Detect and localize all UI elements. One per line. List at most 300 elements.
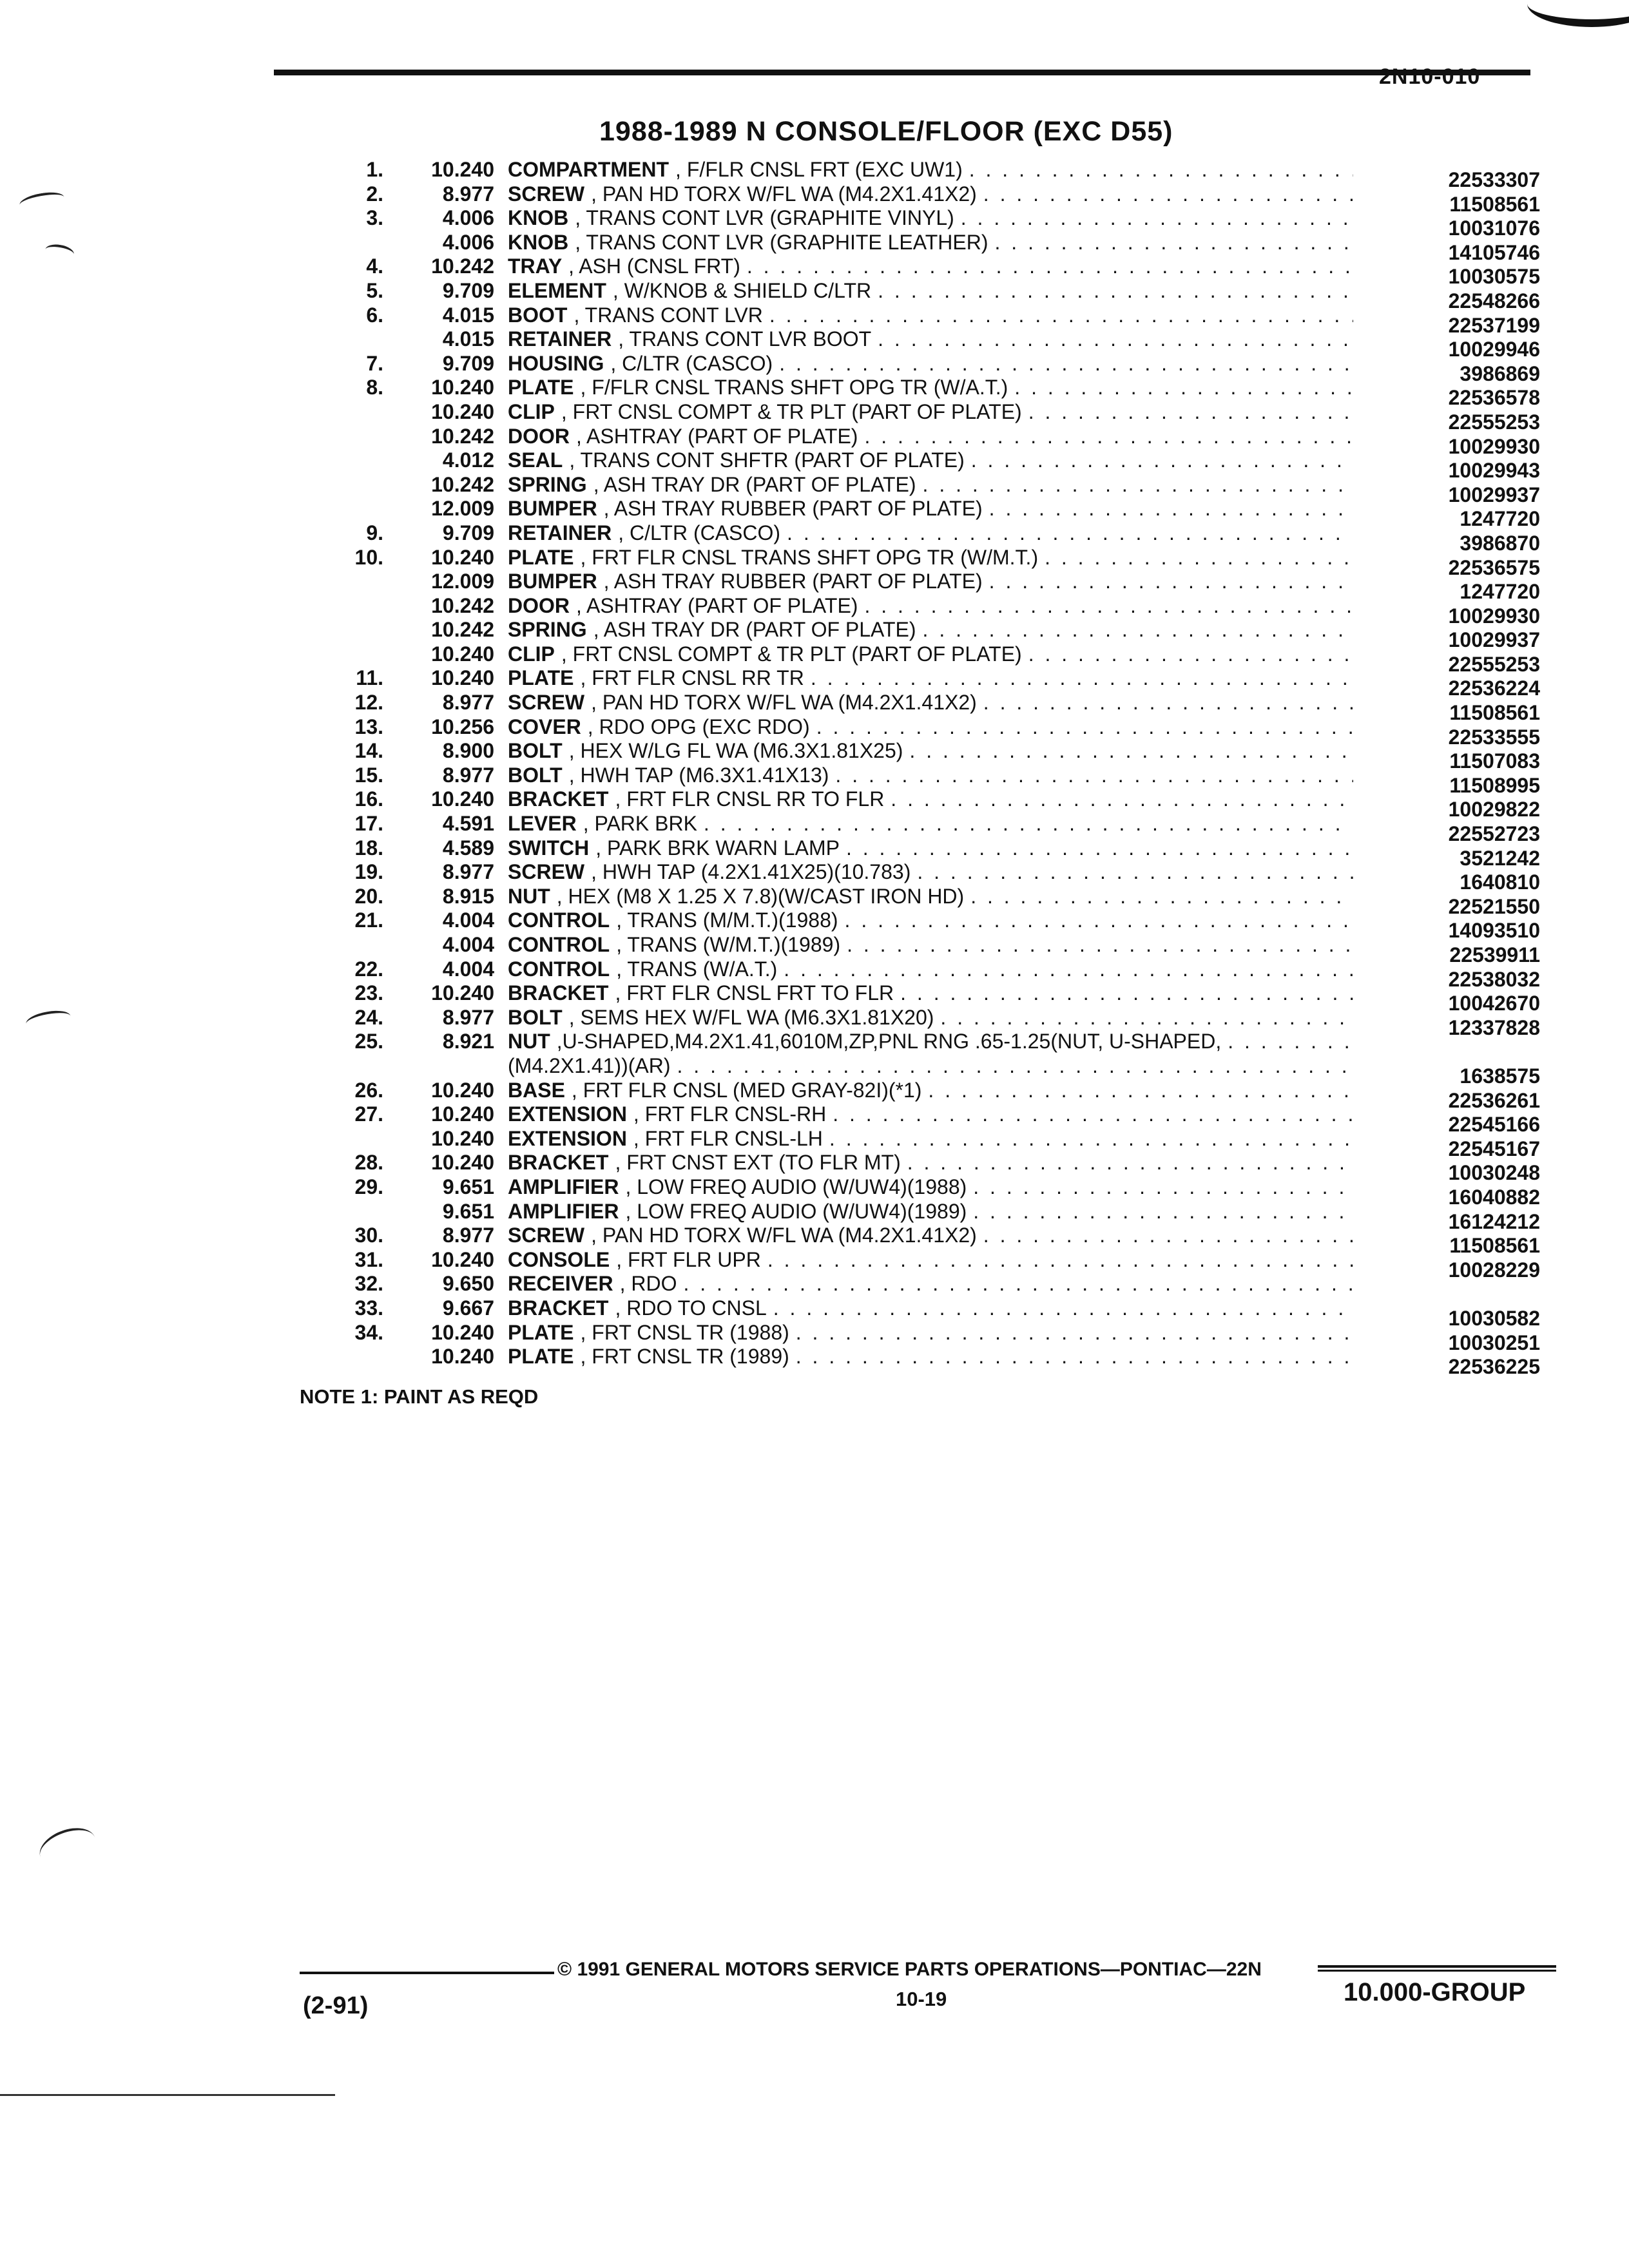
item-number: 2. bbox=[366, 182, 383, 206]
date-code: (2-91) bbox=[303, 1992, 369, 2019]
part-number: 22545166 bbox=[1448, 1113, 1540, 1137]
group-number: 4.015 bbox=[442, 327, 494, 351]
item-number: 33. bbox=[354, 1296, 383, 1320]
part-detail: , HWH TAP (M6.3X1.41X13) bbox=[568, 763, 829, 787]
part-description bbox=[508, 255, 1353, 279]
part-row bbox=[335, 182, 1547, 216]
part-description bbox=[508, 376, 1353, 400]
dot-leader bbox=[780, 521, 1353, 546]
group-number: 10.240 bbox=[431, 642, 494, 666]
group-number: 8.915 bbox=[442, 884, 494, 908]
dot-leader bbox=[884, 787, 1353, 812]
item-number: 29. bbox=[354, 1175, 383, 1198]
part-row bbox=[335, 957, 1547, 991]
part-name: BUMPER bbox=[508, 497, 597, 521]
item-number: 14. bbox=[354, 739, 383, 763]
dot-leader bbox=[954, 206, 1353, 231]
part-name: SPRING bbox=[508, 618, 587, 642]
part-number: 22533555 bbox=[1448, 725, 1540, 749]
group-number: 8.977 bbox=[442, 691, 494, 715]
part-name: SCREW bbox=[508, 860, 585, 884]
part-detail: , HWH TAP (4.2X1.41X25)(10.783) bbox=[591, 860, 911, 884]
item-number: 10. bbox=[354, 545, 383, 569]
group-number: 8.977 bbox=[442, 1224, 494, 1247]
part-detail: , ASH TRAY DR (PART OF PLATE) bbox=[593, 472, 916, 496]
part-detail: , ASH TRAY RUBBER (PART OF PLATE) bbox=[603, 497, 983, 521]
group-number: 10.240 bbox=[431, 666, 494, 690]
part-detail: , TRANS CONT SHFTR (PART OF PLATE) bbox=[569, 448, 965, 472]
group-number: 4.004 bbox=[442, 908, 494, 932]
footer-rule-left bbox=[300, 1972, 554, 1974]
part-number: 10042670 bbox=[1448, 992, 1540, 1015]
group-number: 4.004 bbox=[442, 957, 494, 981]
part-detail: , FRT CNSL COMPT & TR PLT (PART OF PLATE) bbox=[561, 642, 1022, 666]
dot-leader bbox=[810, 715, 1353, 740]
part-name: CONTROL bbox=[508, 933, 610, 956]
part-number: 1247720 bbox=[1460, 580, 1540, 604]
part-description bbox=[508, 327, 1353, 352]
part-number: 14093510 bbox=[1448, 919, 1540, 943]
dot-leader bbox=[858, 425, 1353, 449]
part-description bbox=[508, 642, 1353, 667]
part-name: BRACKET bbox=[508, 1151, 609, 1175]
part-row bbox=[335, 424, 1547, 458]
part-row bbox=[335, 570, 1547, 604]
part-description bbox=[508, 1151, 1353, 1175]
group-number: 10.240 bbox=[431, 376, 494, 399]
part-description bbox=[508, 1127, 1353, 1151]
part-detail: , PARK BRK WARN LAMP bbox=[595, 836, 840, 860]
dot-leader bbox=[967, 1175, 1353, 1200]
part-description bbox=[508, 1272, 1353, 1296]
part-number: 22536224 bbox=[1448, 677, 1540, 700]
part-row bbox=[335, 303, 1547, 337]
part-description bbox=[508, 303, 1353, 328]
part-name: BRACKET bbox=[508, 787, 609, 811]
dot-leader bbox=[983, 570, 1353, 594]
part-number: 22536578 bbox=[1448, 386, 1540, 410]
part-name: PLATE bbox=[508, 1320, 574, 1344]
group-number: 10.240 bbox=[431, 1320, 494, 1344]
dot-leader bbox=[988, 231, 1354, 255]
dot-leader bbox=[840, 836, 1353, 861]
footer-rule-right-double bbox=[1318, 1970, 1556, 1972]
part-description bbox=[508, 1175, 1353, 1200]
item-number: 32. bbox=[354, 1272, 383, 1296]
part-name: PLATE bbox=[508, 545, 574, 569]
part-detail: , ASHTRAY (PART OF PLATE) bbox=[576, 424, 858, 448]
part-name: CONTROL bbox=[508, 908, 610, 932]
item-number: 7. bbox=[366, 351, 383, 375]
part-name: TRAY bbox=[508, 255, 563, 278]
part-number: 10029822 bbox=[1448, 798, 1540, 822]
group-number: 10.240 bbox=[431, 1247, 494, 1271]
part-row bbox=[335, 787, 1547, 822]
part-row bbox=[335, 351, 1547, 385]
part-detail: , FRT FLR CNSL RR TR bbox=[580, 666, 804, 690]
item-number: 27. bbox=[354, 1102, 383, 1126]
part-description bbox=[508, 618, 1353, 642]
dot-leader bbox=[963, 158, 1353, 182]
part-name: BOLT bbox=[508, 739, 563, 763]
part-description bbox=[508, 448, 1353, 473]
part-number: 10029930 bbox=[1448, 604, 1540, 628]
part-description bbox=[508, 885, 1353, 909]
part-row bbox=[335, 981, 1547, 1015]
part-detail: , HEX (M8 X 1.25 X 7.8)(W/CAST IRON HD) bbox=[556, 884, 965, 908]
part-description bbox=[508, 158, 1353, 182]
part-detail: , FRT FLR UPR bbox=[616, 1247, 761, 1271]
corner-blot bbox=[1527, 0, 1629, 27]
part-detail: (M4.2X1.41))(AR) bbox=[508, 1053, 671, 1077]
margin-mark bbox=[24, 1008, 72, 1032]
part-number: 10029930 bbox=[1448, 434, 1540, 458]
item-number: 9. bbox=[366, 521, 383, 544]
footnote: NOTE 1: PAINT AS REQD bbox=[300, 1385, 539, 1408]
dot-leader bbox=[838, 908, 1353, 933]
part-detail: , F/FLR CNSL TRANS SHFT OPG TR (W/A.T.) bbox=[580, 376, 1008, 399]
part-number: 22533307 bbox=[1448, 168, 1540, 191]
part-detail: , C/LTR (CASCO) bbox=[610, 351, 773, 375]
part-number: 22536261 bbox=[1448, 1088, 1540, 1112]
part-number: 10028229 bbox=[1448, 1258, 1540, 1282]
dot-leader bbox=[1221, 1030, 1353, 1054]
part-description bbox=[508, 352, 1353, 376]
dot-leader bbox=[916, 618, 1353, 642]
part-description bbox=[508, 497, 1353, 521]
part-number: 11507083 bbox=[1449, 749, 1540, 773]
group-number: 9.651 bbox=[442, 1199, 494, 1223]
part-number: 10029946 bbox=[1448, 338, 1540, 361]
part-row bbox=[335, 1102, 1547, 1137]
part-detail: , FRT FLR CNSL FRT TO FLR bbox=[615, 981, 894, 1005]
dot-leader bbox=[1022, 400, 1353, 425]
margin-mark bbox=[44, 242, 75, 261]
part-name: AMPLIFIER bbox=[508, 1199, 619, 1223]
part-description bbox=[508, 1296, 1353, 1321]
part-name: SPRING bbox=[508, 472, 587, 496]
dot-leader bbox=[829, 764, 1353, 788]
dot-leader bbox=[894, 981, 1353, 1006]
part-number: 3986870 bbox=[1460, 531, 1540, 555]
part-detail: , PAN HD TORX W/FL WA (M4.2X1.41X2) bbox=[591, 691, 977, 715]
part-detail: , W/KNOB & SHIELD C/LTR bbox=[612, 278, 872, 302]
dot-leader bbox=[977, 691, 1353, 715]
part-number: 10029937 bbox=[1448, 483, 1540, 506]
part-number: 10031076 bbox=[1448, 216, 1540, 240]
item-number: 30. bbox=[354, 1224, 383, 1247]
part-number: 22536575 bbox=[1448, 555, 1540, 579]
group-number: 9.651 bbox=[442, 1175, 494, 1198]
part-detail: , TRANS CONT LVR BOOT bbox=[618, 327, 872, 351]
part-description bbox=[508, 570, 1353, 594]
group-code: 10.000-GROUP bbox=[1344, 1978, 1526, 2006]
item-number: 22. bbox=[354, 957, 383, 981]
part-detail: , TRANS CONT LVR bbox=[574, 303, 763, 327]
part-detail: , ASH TRAY RUBBER (PART OF PLATE) bbox=[603, 570, 983, 593]
group-number: 10.240 bbox=[431, 787, 494, 811]
part-description bbox=[508, 1321, 1353, 1345]
part-description bbox=[508, 739, 1353, 764]
part-description bbox=[508, 1079, 1353, 1103]
item-number: 8. bbox=[366, 376, 383, 399]
part-row bbox=[335, 278, 1547, 312]
dot-leader bbox=[921, 1079, 1353, 1103]
item-number: 31. bbox=[354, 1247, 383, 1271]
group-number: 10.240 bbox=[431, 158, 494, 181]
margin-mark bbox=[34, 1821, 101, 1874]
part-detail: , TRANS (W/M.T.)(1989) bbox=[616, 933, 841, 956]
bottom-line bbox=[0, 2094, 335, 2096]
part-name: CLIP bbox=[508, 399, 555, 423]
part-detail: , TRANS CONT LVR (GRAPHITE VINYL) bbox=[575, 206, 954, 230]
part-detail: , FRT CNSL TR (1988) bbox=[580, 1320, 789, 1344]
group-number: 8.900 bbox=[442, 739, 494, 763]
dot-leader bbox=[823, 1127, 1353, 1151]
part-row bbox=[335, 739, 1547, 773]
part-description bbox=[508, 860, 1353, 885]
group-number: 8.977 bbox=[442, 182, 494, 206]
group-number: 9.709 bbox=[442, 351, 494, 375]
group-number: 4.006 bbox=[442, 230, 494, 254]
group-number: 10.240 bbox=[431, 1151, 494, 1175]
part-detail: , HEX W/LG FL WA (M6.3X1.81X25) bbox=[568, 739, 903, 763]
dot-leader bbox=[777, 957, 1353, 982]
part-detail: , RDO TO CNSL bbox=[615, 1296, 767, 1320]
part-name: ELEMENT bbox=[508, 278, 606, 302]
item-number: 4. bbox=[366, 255, 383, 278]
part-row bbox=[335, 618, 1547, 652]
dot-leader bbox=[804, 666, 1353, 691]
item-number: 20. bbox=[354, 884, 383, 908]
part-description bbox=[508, 691, 1353, 715]
part-row bbox=[335, 448, 1547, 483]
part-row bbox=[335, 399, 1547, 434]
part-row bbox=[335, 933, 1547, 966]
part-detail: , PAN HD TORX W/FL WA (M4.2X1.41X2) bbox=[591, 1224, 977, 1247]
part-description bbox=[508, 812, 1353, 836]
dot-leader bbox=[767, 1296, 1353, 1321]
part-detail: , F/FLR CNSL FRT (EXC UW1) bbox=[675, 158, 963, 181]
part-detail: , PAN HD TORX W/FL WA (M4.2X1.41X2) bbox=[591, 182, 977, 206]
page-title: 1988-1989 N CONSOLE/FLOOR (EXC D55) bbox=[599, 116, 1173, 147]
group-number: 4.591 bbox=[442, 812, 494, 836]
part-number: 10030248 bbox=[1448, 1161, 1540, 1185]
part-description bbox=[508, 1030, 1353, 1054]
part-description bbox=[508, 764, 1353, 788]
dot-leader bbox=[977, 1224, 1353, 1248]
part-description bbox=[508, 836, 1353, 861]
item-number: 23. bbox=[354, 981, 383, 1005]
dot-leader bbox=[671, 1054, 1354, 1079]
group-number: 10.240 bbox=[431, 545, 494, 569]
group-number: 8.977 bbox=[442, 860, 494, 884]
dot-leader bbox=[840, 933, 1353, 957]
part-number: 10030575 bbox=[1448, 265, 1540, 289]
group-number: 12.009 bbox=[431, 570, 494, 593]
part-row bbox=[335, 472, 1547, 506]
group-number: 10.242 bbox=[431, 618, 494, 642]
part-name: BOLT bbox=[508, 763, 563, 787]
dot-leader bbox=[763, 303, 1353, 328]
part-name: SCREW bbox=[508, 1224, 585, 1247]
group-number: 12.009 bbox=[431, 497, 494, 521]
part-description bbox=[508, 1224, 1353, 1248]
group-number: 4.004 bbox=[442, 933, 494, 956]
group-number: 4.589 bbox=[442, 836, 494, 860]
part-name: PLATE bbox=[508, 376, 574, 399]
part-name: LEVER bbox=[508, 812, 577, 836]
item-number: 28. bbox=[354, 1151, 383, 1175]
part-description bbox=[508, 279, 1353, 303]
part-number: 3521242 bbox=[1460, 846, 1540, 870]
part-name: SWITCH bbox=[508, 836, 590, 860]
part-detail: , RDO OPG (EXC RDO) bbox=[587, 715, 810, 738]
part-detail: , FRT FLR CNSL TRANS SHFT OPG TR (W/M.T.) bbox=[580, 545, 1039, 569]
part-detail: , LOW FREQ AUDIO (W/UW4)(1989) bbox=[625, 1199, 967, 1223]
part-row bbox=[335, 1030, 1547, 1054]
dot-leader bbox=[901, 1151, 1353, 1175]
part-row bbox=[335, 545, 1547, 579]
part-name: EXTENSION bbox=[508, 1126, 627, 1150]
part-row bbox=[335, 1272, 1547, 1296]
group-number: 8.977 bbox=[442, 763, 494, 787]
part-name: COMPARTMENT bbox=[508, 158, 670, 181]
part-row bbox=[335, 1005, 1547, 1039]
dot-leader bbox=[740, 255, 1353, 279]
part-row bbox=[335, 521, 1547, 555]
part-description bbox=[508, 473, 1353, 497]
part-number: 12337828 bbox=[1448, 1015, 1540, 1039]
item-number: 12. bbox=[354, 691, 383, 715]
part-name: SCREW bbox=[508, 182, 585, 206]
part-description bbox=[508, 231, 1353, 255]
part-row bbox=[335, 1345, 1547, 1379]
part-name: EXTENSION bbox=[508, 1102, 627, 1126]
dot-leader bbox=[977, 182, 1353, 207]
part-number: 10030251 bbox=[1448, 1331, 1540, 1354]
parts-list bbox=[335, 158, 1547, 1379]
group-number: 10.242 bbox=[431, 593, 494, 617]
dot-leader bbox=[697, 812, 1353, 836]
part-detail: , FRT FLR CNSL (MED GRAY-82I)(*1) bbox=[571, 1078, 922, 1102]
part-name: SCREW bbox=[508, 691, 585, 715]
part-name: BRACKET bbox=[508, 1296, 609, 1320]
part-detail: , FRT FLR CNSL-LH bbox=[633, 1126, 823, 1150]
part-name: BASE bbox=[508, 1078, 565, 1102]
part-name: KNOB bbox=[508, 206, 569, 230]
part-name: BRACKET bbox=[508, 981, 609, 1005]
part-name: RETAINER bbox=[508, 521, 612, 544]
item-number: 16. bbox=[354, 787, 383, 811]
part-number: 11508561 bbox=[1449, 1234, 1540, 1258]
part-row bbox=[335, 206, 1547, 240]
part-name: COVER bbox=[508, 715, 581, 738]
part-description bbox=[508, 594, 1353, 619]
group-number: 4.012 bbox=[442, 448, 494, 472]
dot-leader bbox=[826, 1102, 1353, 1127]
part-row bbox=[335, 158, 1547, 191]
part-detail: , ASH (CNSL FRT) bbox=[568, 255, 740, 278]
part-row bbox=[335, 642, 1547, 676]
part-number: 11508561 bbox=[1449, 192, 1540, 216]
part-row bbox=[335, 593, 1547, 628]
part-number: 22539911 bbox=[1449, 943, 1540, 966]
group-number: 9.709 bbox=[442, 521, 494, 544]
item-number: 15. bbox=[354, 763, 383, 787]
part-row bbox=[335, 1320, 1547, 1354]
item-number: 17. bbox=[354, 812, 383, 836]
item-number: 26. bbox=[354, 1078, 383, 1102]
part-name: HOUSING bbox=[508, 351, 604, 375]
part-detail: , FRT FLR CNSL-RH bbox=[633, 1102, 827, 1126]
group-number: 4.006 bbox=[442, 206, 494, 230]
part-row bbox=[335, 230, 1547, 264]
part-number: 22555253 bbox=[1448, 652, 1540, 676]
part-number: 22548266 bbox=[1448, 289, 1540, 312]
part-name: CLIP bbox=[508, 642, 555, 666]
part-number: 22536225 bbox=[1448, 1355, 1540, 1379]
dot-leader bbox=[858, 594, 1353, 619]
part-detail: , TRANS (M/M.T.)(1988) bbox=[616, 908, 838, 932]
part-row bbox=[335, 666, 1547, 700]
dot-leader bbox=[967, 1200, 1353, 1224]
part-detail: , SEMS HEX W/FL WA (M6.3X1.81X20) bbox=[568, 1005, 934, 1029]
part-description bbox=[508, 933, 1353, 957]
part-detail: , TRANS CONT LVR (GRAPHITE LEATHER) bbox=[575, 230, 988, 254]
part-description bbox=[508, 400, 1353, 425]
part-description bbox=[508, 1345, 1353, 1369]
part-detail: , FRT FLR CNSL RR TO FLR bbox=[615, 787, 885, 811]
part-name: CONSOLE bbox=[508, 1247, 610, 1271]
group-number: 9.667 bbox=[442, 1296, 494, 1320]
group-number: 10.240 bbox=[431, 1345, 494, 1369]
part-name: BOLT bbox=[508, 1005, 563, 1029]
copyright: © 1991 GENERAL MOTORS SERVICE PARTS OPERATIONS—PONTIAC—22N bbox=[557, 1959, 1262, 1980]
part-row bbox=[335, 255, 1547, 289]
part-number: 1640810 bbox=[1460, 870, 1540, 894]
part-detail: , TRANS (W/A.T.) bbox=[616, 957, 778, 981]
part-name: PLATE bbox=[508, 1345, 574, 1369]
page-code: 2N10-010 bbox=[1379, 64, 1481, 89]
part-number: 11508561 bbox=[1449, 701, 1540, 725]
group-number: 10.256 bbox=[431, 715, 494, 738]
page-number: 10-19 bbox=[896, 1988, 947, 2010]
part-detail: , FRT CNSL COMPT & TR PLT (PART OF PLATE) bbox=[561, 399, 1022, 423]
group-number: 10.240 bbox=[431, 981, 494, 1005]
group-number: 10.242 bbox=[431, 472, 494, 496]
part-row bbox=[335, 1224, 1547, 1258]
part-number: 22538032 bbox=[1448, 967, 1540, 991]
part-name: RECEIVER bbox=[508, 1272, 613, 1296]
dot-leader bbox=[916, 473, 1353, 497]
part-name: RETAINER bbox=[508, 327, 612, 351]
part-number: 1247720 bbox=[1460, 507, 1540, 531]
part-row bbox=[335, 327, 1547, 361]
part-detail: , FRT CNSL TR (1989) bbox=[580, 1345, 789, 1369]
part-number: 22552723 bbox=[1448, 822, 1540, 846]
part-number: 1638575 bbox=[1460, 1064, 1540, 1088]
part-number: 22537199 bbox=[1448, 313, 1540, 337]
item-number: 19. bbox=[354, 860, 383, 884]
group-number: 10.240 bbox=[431, 1102, 494, 1126]
part-row bbox=[335, 497, 1547, 531]
part-detail: , C/LTR (CASCO) bbox=[618, 521, 781, 544]
dot-leader bbox=[871, 327, 1353, 352]
part-name: CONTROL bbox=[508, 957, 610, 981]
dot-leader bbox=[677, 1272, 1353, 1296]
part-row bbox=[335, 884, 1547, 918]
